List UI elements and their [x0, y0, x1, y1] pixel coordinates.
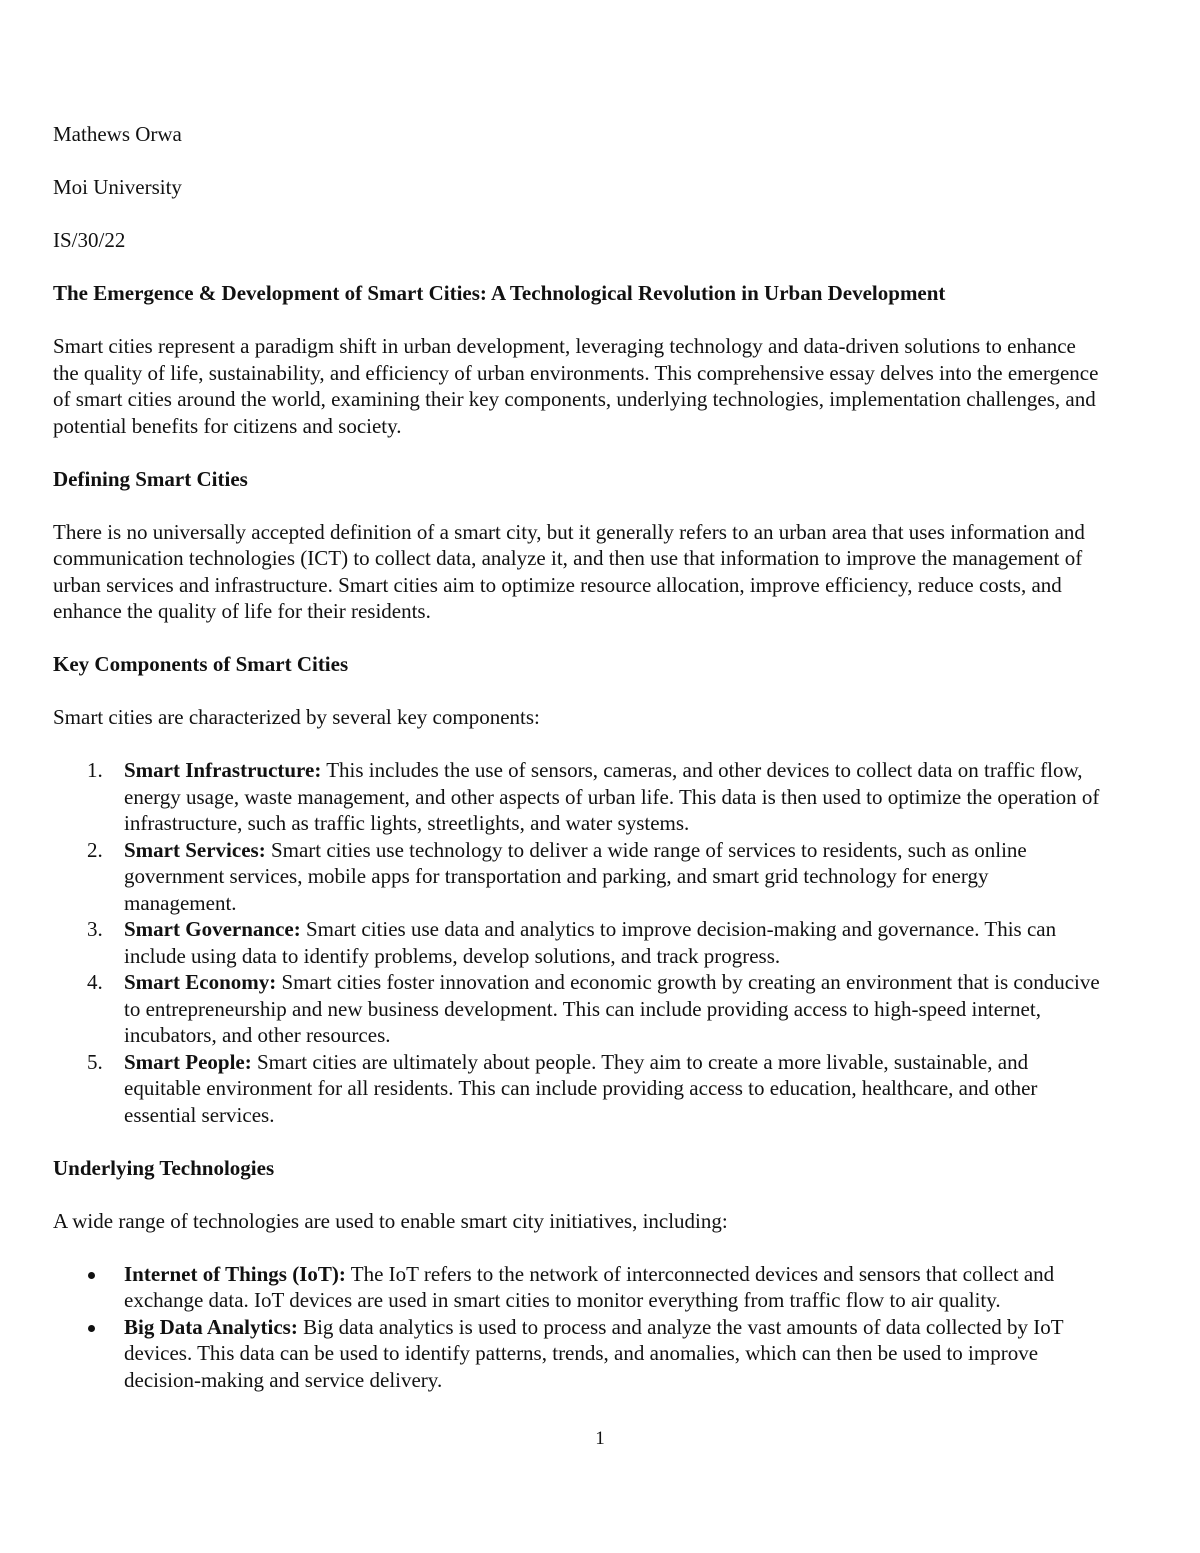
list-number: 1. — [87, 758, 103, 782]
item-label: Smart People: — [124, 1049, 252, 1074]
document-body — [53, 121, 1103, 1393]
item-label: Smart Economy: — [124, 970, 277, 994]
bullet-icon — [88, 1272, 95, 1279]
item-label: Internet of Things (IoT): — [124, 1261, 346, 1286]
institution-name: Moi University — [53, 175, 182, 199]
heading-key-components: Key Components of Smart Cities — [53, 652, 349, 676]
item-text: This includes the use of sensors, cameras, and other devices to collect data on traffic flow, energy usage, waste management, and other aspects of urban life. This data is then used to optimize the operation of infrastructure, such as traffic lights, streetlights, and water systems. — [124, 758, 1100, 835]
list-item — [53, 969, 1103, 1049]
bullet-icon — [88, 1325, 95, 1332]
heading-underlying-technologies: Underlying Technologies — [53, 1155, 275, 1180]
item-label: Smart Services: — [124, 837, 266, 862]
list-number: 4. — [87, 970, 103, 994]
intro-paragraph: Smart cities represent a paradigm shift in urban development, leveraging technology and data-driven solutions to enhance the quality of life, sustainability, and efficiency of urban environments. This comprehensive essay delves into the emergence of smart cities around the world, examining their key components, underlying technologies, implementation challenges, and potential benefits for citizens and society. — [53, 334, 1099, 438]
list-item — [53, 1261, 1103, 1314]
item-label: Big Data Analytics: — [124, 1314, 298, 1339]
list-item — [53, 916, 1103, 969]
technologies-list — [53, 1261, 1103, 1394]
item-text: The IoT refers to the network of interconnected devices and sensors that collect and exchange data. IoT devices are used in smart cities to monitor everything from traffic flow to air quality. — [124, 1261, 1055, 1312]
item-label: Smart Infrastructure: — [124, 758, 322, 782]
item-text: Smart cities are ultimately about people. They aim to create a more livable, sustainable, and equitable environment for all residents. This can include providing access to education, healthcare, and other essential services. — [124, 1049, 1038, 1127]
list-item — [53, 1049, 1103, 1129]
item-text: Smart cities use data and analytics to improve decision-making and governance. This can include using data to identify problems, develop solutions, and track progress. — [124, 917, 1057, 968]
defining-paragraph: There is no universally accepted definition of a smart city, but it generally refers to an urban area that uses information and communication technologies (ICT) to collect data, analyze it, and then use that information to improve the management of urban services and infrastructure. Smart cities aim to optimize resource allocation, improve efficiency, reduce costs, and enhance the quality of life for their residents. — [53, 519, 1085, 623]
list-item — [53, 757, 1103, 837]
technologies-intro: A wide range of technologies are used to enable smart city initiatives, including: — [53, 1208, 728, 1233]
item-label: Smart Governance: — [124, 917, 301, 941]
page-number: 1 — [595, 1428, 605, 1449]
components-list — [53, 757, 1103, 1128]
list-number: 2. — [87, 837, 103, 862]
heading-defining-smart-cities: Defining Smart Cities — [53, 466, 248, 491]
list-item — [53, 837, 1103, 917]
list-number: 3. — [87, 917, 103, 941]
list-number: 5. — [87, 1049, 103, 1074]
item-text: Big data analytics is used to process and analyze the vast amounts of data collected by IoT devices. This data can be used to identify patterns, trends, and anomalies, which can then be used to improve decision-making and service delivery. — [124, 1314, 1064, 1392]
item-text: Smart cities use technology to deliver a wide range of services to residents, such as online government services, mobile apps for transportation and parking, and smart grid technology for energy management. — [124, 837, 1027, 915]
components-intro: Smart cities are characterized by several key components: — [53, 705, 540, 729]
essay-title: The Emergence & Development of Smart Cities: A Technological Revolution in Urban Development — [53, 281, 946, 305]
registration-number: IS/30/22 — [53, 228, 126, 252]
item-text: Smart cities foster innovation and economic growth by creating an environment that is conducive to entrepreneurship and new business development. This can include providing access to high-speed internet, incubators, and other resources. — [124, 970, 1100, 1047]
author-name: Mathews Orwa — [53, 122, 182, 146]
list-item — [53, 1314, 1103, 1394]
